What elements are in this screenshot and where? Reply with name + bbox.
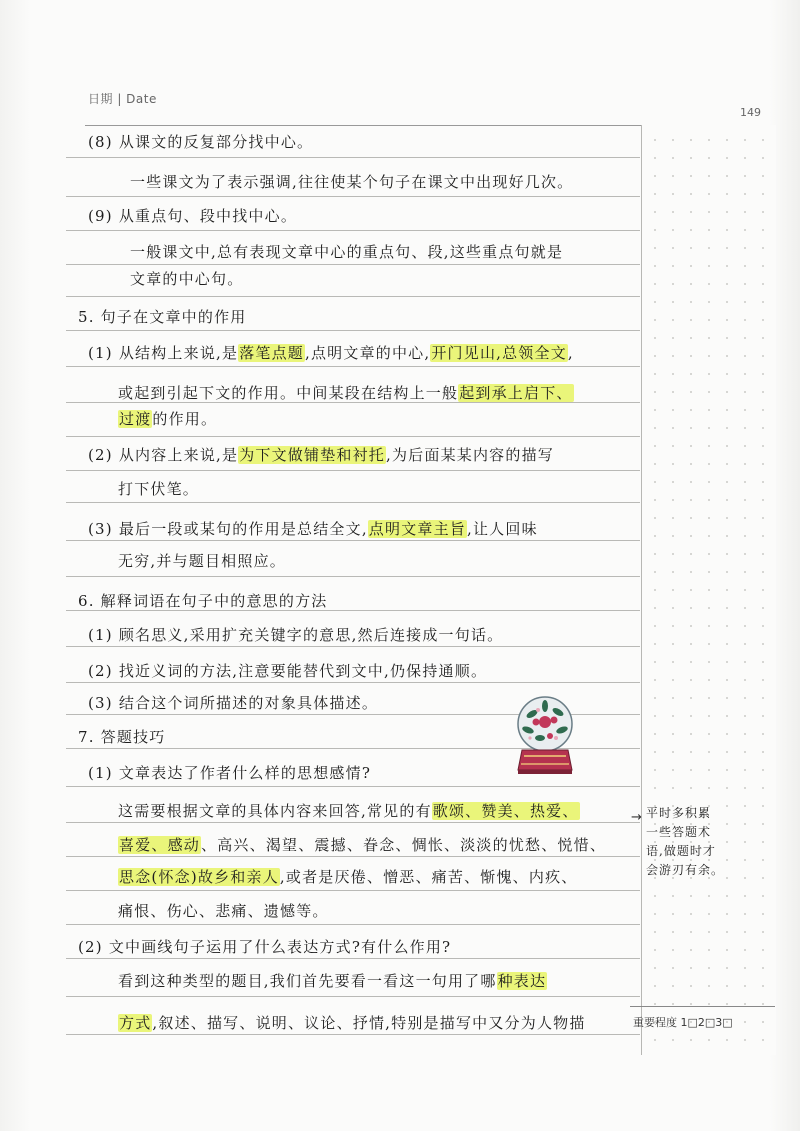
ruled-line: [66, 856, 640, 857]
side-note-line: 一些答题术: [646, 825, 712, 839]
snow-globe-icon: [510, 692, 580, 776]
text-line: [118, 834, 606, 855]
text-segment: (3) 最后一段或某句的作用是总结全文,: [88, 520, 368, 538]
text-line: [118, 970, 547, 991]
highlighted-text: 喜爱、感动: [119, 836, 201, 854]
ruled-line: [66, 1034, 640, 1035]
text-line: [88, 518, 538, 539]
notes-margin-grid: [641, 125, 776, 1055]
ruled-line: [66, 646, 640, 647]
side-note: [646, 804, 756, 880]
text-line: [78, 726, 165, 747]
text-line: [78, 306, 246, 327]
text-segment: (9) 从重点句、段中找中心。: [88, 207, 298, 225]
text-line: [88, 624, 503, 645]
text-segment: 痛恨、伤心、悲痛、遗憾等。: [118, 902, 329, 920]
text-segment: ,叙述、描写、说明、议论、抒情,特别是描写中又分为人物描: [152, 1014, 586, 1032]
ruled-line: [66, 924, 640, 925]
text-segment: 一般课文中,总有表现文章中心的重点句、段,这些重点句就是: [130, 243, 564, 261]
ruled-line: [66, 890, 640, 891]
highlighted-text: 思念(怀念)故乡和亲人: [119, 868, 279, 886]
margin-bottom-rule: [630, 1006, 775, 1007]
text-line: [118, 866, 577, 887]
ruled-line: [66, 996, 640, 997]
ruled-line: [66, 958, 640, 959]
text-segment: (3) 结合这个词所描述的对象具体描述。: [88, 694, 379, 712]
ruled-line: [66, 502, 640, 503]
text-segment: (1) 顾名思义,采用扩充关键字的意思,然后连接成一句话。: [88, 626, 504, 644]
text-line: [118, 408, 217, 429]
text-line: [118, 1012, 586, 1033]
ruled-line: [66, 264, 640, 265]
text-segment: 6. 解释词语在句子中的意思的方法: [78, 592, 328, 610]
text-segment: (2) 从内容上来说,是: [88, 446, 239, 464]
text-segment: (8) 从课文的反复部分找中心。: [88, 133, 314, 151]
page-number: 149: [740, 106, 761, 119]
text-segment: (2) 文中画线句子运用了什么表达方式?有什么作用?: [78, 938, 452, 956]
text-line: [130, 268, 243, 289]
highlighted-text: 起到承上启下、: [459, 384, 573, 402]
text-segment: 看到这种类型的题目,我们首先要看一看这一句用了哪: [118, 972, 497, 990]
importance-rating: 重要程度 1□2□3□: [633, 1016, 733, 1029]
text-line: [88, 444, 554, 465]
ruled-line: [66, 576, 640, 577]
highlighted-text: 落笔点题: [239, 344, 304, 362]
text-segment: (2) 找近义词的方法,注意要能替代到文中,仍保持通顺。: [88, 662, 488, 680]
ruled-line: [66, 157, 640, 158]
arrow-icon: →: [631, 810, 642, 825]
text-line: [78, 590, 327, 611]
text-segment: 打下伏笔。: [118, 480, 200, 498]
side-note-line: 会游刃有余。: [646, 863, 725, 877]
ruled-line: [66, 682, 640, 683]
text-line: [130, 171, 573, 192]
ruled-line: [66, 330, 640, 331]
side-note-line: 语,做题时才: [646, 844, 716, 858]
text-line: [118, 382, 574, 403]
text-line: [88, 342, 574, 363]
ruled-line: [66, 296, 640, 297]
text-line: [130, 241, 563, 262]
text-segment: 一些课文为了表示强调,往往使某个句子在课文中出现好几次。: [130, 173, 574, 191]
text-segment: ,或者是厌倦、憎恶、痛苦、惭愧、内疚、: [279, 868, 578, 886]
text-segment: ,点明文章的中心,: [305, 344, 431, 362]
ruled-line: [66, 436, 640, 437]
highlighted-text: 过渡: [119, 410, 152, 428]
text-line: [88, 660, 487, 681]
highlighted-text: 方式: [119, 1014, 152, 1032]
text-line: [88, 762, 371, 783]
highlighted-text: 开门见山,总领全文: [431, 344, 567, 362]
text-segment: ,: [567, 344, 574, 362]
side-note-line: 平时多积累: [646, 806, 712, 820]
text-segment: 的作用。: [152, 410, 218, 428]
text-line: [118, 550, 286, 571]
text-segment: (1) 文章表达了作者什么样的思想感情?: [88, 764, 372, 782]
text-line: [88, 131, 313, 152]
date-label: 日期 | Date: [88, 92, 157, 106]
ruled-line: [66, 196, 640, 197]
ruled-line: [66, 786, 640, 787]
ruled-line: [66, 470, 640, 471]
highlighted-text: 为下文做铺垫和衬托: [239, 446, 385, 464]
highlighted-text: 种表达: [497, 972, 547, 990]
text-line: [118, 478, 199, 499]
ruled-line: [66, 366, 640, 367]
text-segment: ,为后面某某内容的描写: [386, 446, 554, 464]
text-segment: 文章的中心句。: [130, 270, 244, 288]
text-line: [88, 692, 378, 713]
ruled-line: [66, 822, 640, 823]
text-segment: 、高兴、渴望、震撼、眷念、惆怅、淡淡的忧愁、悦惜、: [201, 836, 607, 854]
ruled-line: [66, 540, 640, 541]
text-segment: 7. 答题技巧: [78, 728, 166, 746]
text-segment: 这需要根据文章的具体内容来回答,常见的有: [118, 802, 432, 820]
text-line: [78, 936, 451, 957]
text-line: [118, 800, 580, 821]
highlighted-text: 点明文章主旨: [368, 520, 466, 538]
text-segment: 或起到引起下文的作用。中间某段在结构上一般: [118, 384, 459, 402]
text-line: [88, 205, 297, 226]
ruled-line: [66, 230, 640, 231]
text-segment: (1) 从结构上来说,是: [88, 344, 239, 362]
text-segment: 5. 句子在文章中的作用: [78, 308, 247, 326]
text-segment: 无穷,并与题目相照应。: [118, 552, 286, 570]
highlighted-text: 歌颂、赞美、热爱、: [432, 802, 579, 820]
text-segment: ,让人回味: [467, 520, 538, 538]
text-line: [118, 900, 329, 921]
